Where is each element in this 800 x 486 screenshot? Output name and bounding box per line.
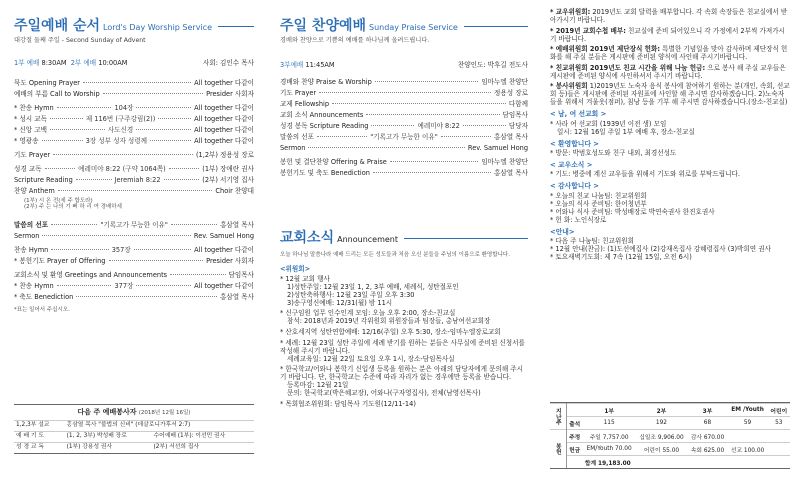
order-row bbox=[14, 176, 254, 187]
order-row bbox=[14, 79, 254, 90]
order-item-leader: 담당자 bbox=[508, 121, 528, 130]
order-row bbox=[14, 271, 254, 282]
order-item-label: 교회소식 및 환영 Greetings and Announcements bbox=[14, 271, 168, 280]
order-item-detail: Jeremiah 8:22 bbox=[114, 175, 161, 184]
list-item: * 교우위원회: 2019년도 교회 달력을 배부합니다. 각 속회 속장들은 친교실에서 받아가시기 바랍니다. bbox=[550, 8, 788, 25]
order-item-leader: All together 다같이 bbox=[194, 114, 255, 123]
order-item-label: 말씀의 선포 bbox=[14, 221, 49, 230]
group-title: < 환영합니다 > bbox=[550, 139, 599, 148]
order-item-label: 봉헌 및 결단찬양 Offering & Praise bbox=[280, 157, 387, 166]
order-item-detail: 제 116번 (구주강림(2)) bbox=[85, 114, 156, 123]
order-row bbox=[14, 293, 254, 304]
order-item-detail: 사도신경 bbox=[107, 125, 134, 134]
order-item-leader: 임마누엘 찬양단 bbox=[481, 157, 528, 166]
order-item-label: 기도 Prayer bbox=[280, 88, 317, 97]
group-line: * 다음 주 나눔팀: 친교위원회 bbox=[550, 237, 634, 245]
table-row: 1,2,3부 설교 홍삼열 목사 "불법의 신비" (데살로니가후서 2:7) bbox=[14, 420, 254, 431]
praise-title: 주일 찬양예배 Sunday Praise Service bbox=[280, 18, 528, 35]
worship-order-list-2 bbox=[14, 221, 254, 304]
order-row bbox=[280, 78, 528, 89]
order-item-leader: (2부) 서기영 집사 bbox=[202, 175, 254, 184]
order-item-label: 찬양 Anthem bbox=[14, 186, 55, 195]
order-item-leader: All together 다같이 bbox=[194, 282, 255, 291]
group-line: * 토요새벽기도회: 제 7속 (12월 15일, 오전 6시) bbox=[550, 253, 692, 262]
praise-time: 3부예배 11:45AM 찬양인도: 박후길 전도사 bbox=[280, 60, 528, 69]
order-row bbox=[14, 282, 254, 293]
group-line: * 헌 화: 노인식장로 bbox=[550, 215, 607, 224]
order-item-leader: Presider 사회자 bbox=[206, 89, 254, 98]
order-row bbox=[14, 90, 254, 101]
list-item: * 목회협조위원회: 담임목사 기도원(12/11-14) bbox=[280, 399, 416, 408]
order-item-label: 말씀의 선포 bbox=[280, 132, 314, 141]
order-item-leader: (1부) 장애란 권사 bbox=[202, 164, 254, 173]
order-item-label: 성경 교독 bbox=[14, 164, 42, 173]
order-item-leader: 담임목사 bbox=[228, 271, 254, 280]
order-item-leader: Presider 사회자 bbox=[206, 257, 254, 266]
order-item-leader: Choir 찬양대 bbox=[215, 186, 254, 195]
group-title: < 남, 여 선교회 > bbox=[550, 110, 607, 119]
order-item-leader: 담임목사 bbox=[502, 110, 528, 119]
anthem-note-1: (1부) 시 온 전(세 주 합도라) bbox=[24, 197, 93, 204]
list-item: * 봉사위원회 1)2019년도 노숙자 음식 봉사에 참여하기 원하는 분(개인, 속회, 선교회 등)들은 게시판에 준비된 자원표에 사인할 해 주시면 감사하겠습니다. 2)노숙자들을 위해서 겨울옷(점퍼), 침낭 등을 기부 해 주시면 감사하겠습니다.(장소-친교실) bbox=[550, 82, 790, 107]
group-line: * 오늘의 친교 나눔팀: 친교위원회 bbox=[550, 191, 647, 200]
order-row bbox=[14, 257, 254, 268]
order-item-label: * 축도 Benediction bbox=[14, 293, 74, 302]
order-row bbox=[14, 115, 254, 126]
order-item-leader: 정용성 장로 bbox=[494, 88, 528, 97]
order-item-leader: 홍삼열 목사 bbox=[494, 132, 528, 141]
notice-groups bbox=[550, 110, 790, 261]
order-row bbox=[14, 187, 254, 198]
order-item-label: Scripture Reading bbox=[14, 175, 73, 184]
order-item-detail: 377장 bbox=[114, 282, 134, 291]
table-row: 성 경 교 독 (1부) 강용성 권사 (2부) 서선희 집사 bbox=[14, 442, 254, 453]
order-item-leader: All together 다같이 bbox=[194, 78, 254, 87]
order-item-detail: 3장 성부 성자 성령께 bbox=[85, 136, 148, 145]
anthem-note-2: (2부) 주 는 나의 기 뻐 하 리 여 경배하세 bbox=[24, 204, 122, 211]
list-item: * 산호세지역 성탄연합예배: 12/16(주일) 오후 5:30, 장소-임마누엘장로교회 bbox=[280, 328, 501, 336]
list-item: * 12월 교회 행사 1)성탄주일: 12월 23일 1, 2, 3부 예배, 세례식, 성탄절포인 2)성탄축하행사: 12월 23일 주일 오후 3:30 3)송구영신예배: 12/31(월) 밤 11시 bbox=[280, 274, 459, 307]
order-item-detail: 예레미야 8:22 bbox=[417, 121, 460, 130]
order-item-detail: 104장 bbox=[114, 103, 134, 112]
group-line: * 기도: 병중에 계신 교우들을 위해서 기도와 위로를 부탁드립니다. bbox=[550, 170, 740, 179]
worship-title: 주일예배 순서 Lord's Day Worship Service bbox=[14, 18, 254, 35]
order-item-label: * 영광송 bbox=[14, 136, 39, 145]
order-row bbox=[14, 126, 254, 137]
order-item-label: Sermon bbox=[14, 232, 40, 241]
table-row: 합계 19,183.00 bbox=[550, 456, 790, 469]
order-item-leader: All together 다같이 bbox=[194, 125, 255, 134]
worship-order-column bbox=[14, 0, 254, 486]
group-title: <안내> bbox=[550, 227, 575, 236]
order-row bbox=[280, 144, 528, 155]
order-row bbox=[280, 133, 528, 144]
notice-items bbox=[550, 8, 790, 106]
table-row: 지난주 1부 2부 3부 EM /Youth 어린이 bbox=[550, 404, 790, 417]
order-item-label: * 봉헌기도 Prayer of Offering bbox=[14, 257, 106, 266]
order-item-leader: 다함께 bbox=[508, 99, 528, 108]
order-row bbox=[280, 111, 528, 122]
order-row bbox=[280, 158, 528, 169]
table-row: 예 배 기 도 (1, 2, 3부) 박성배 장로 수어예배 (1부): 이선민 권사 bbox=[14, 431, 254, 442]
order-item-leader: All together 다같이 bbox=[194, 103, 255, 112]
next-week-servants: 다음 주 예배봉사자 (2018년 12월 16일) 1,2,3부 설교 홍삼열 목사 "불법의 신비" (데살로니가후서 2:7) 예 배 기 도 (1, 2, 3부) 박성배 장로 수어예배 (1부): 이선민 권사 성 경 교 독 (1부) 강용성 권사 (2부) 서선희 집사 bbox=[14, 404, 254, 454]
order-item-label: 교회 소식 Announcements bbox=[280, 110, 364, 119]
order-row bbox=[14, 232, 254, 243]
order-item-leader: (1,2부) 정용성 장로 bbox=[195, 150, 254, 159]
order-item-leader: 홍삼열 목사 bbox=[220, 293, 254, 302]
news-intro: 오늘 하나님 말씀나라 예배 드리는 모든 성도들과 처음 오신 분들을 주님의 이름으로 환영합니다. bbox=[280, 252, 510, 259]
order-item-detail: 예레미야 8:22 (구약 1064쪽) bbox=[78, 164, 166, 173]
table-row: 봉헌 주정 주일 7,757.00 십일조 9,906.00 감사 670.00 bbox=[550, 430, 790, 443]
order-item-label: * 성시 교독 bbox=[14, 114, 47, 123]
order-row bbox=[14, 151, 254, 162]
order-item-leader: 홍삼열 목사 bbox=[220, 221, 255, 230]
table-row: 출석 115 192 68 59 53 bbox=[550, 417, 790, 430]
news-items bbox=[280, 275, 528, 408]
list-item: * 세례: 12월 23일 성탄 주일에 세례 받기를 원하는 분들은 사무실에 준비된 신청서를 작성해 주시기 바랍니다. 세례교육일: 12월 22일 토요일 오후 1시, 장소-담임목사실 bbox=[280, 338, 525, 363]
group-title: < 감사합니다 > bbox=[550, 182, 599, 191]
order-item-label: 예배의 부름 Call to Worship bbox=[14, 89, 100, 98]
order-row bbox=[14, 104, 254, 115]
table-row: 헌금 EM/Youth 70.00 어린이 55.00 속회 625.00 선교 100.00 bbox=[550, 443, 790, 456]
list-item: * 예배위원회 2019년 제단장식 헌화: 특별한 기념일을 맞아 감사하며 제단장식 헌화를 해 주실 분들은 게시판에 준비된 양식에 사인해 주시기바랍니다. bbox=[550, 45, 788, 62]
announcements-section: 교회소식 Announcement 오늘 하나님 말씀나라 예배 드리는 모든 성도들과 처음 오신 분들을 주님의 이름으로 환영합니다. <위원회> * 12월 교회 행사 1)성탄주일: 12월 23일 1, 2, 3부 예배, 세례식, 성탄절포인 2)성탄축하행사: 12월 23일 주일 오후 3:30 3)송구영신예배: 12/31(월) 밤 11시 * 신구임원 업무 인수인계 모임: 오늘 오후 2:00, 장소-친교실 참석: 2018년과 2019년 각위원회 위원장들과 팀장들, 총남여선교회장 * 산호세지역 성탄연합예배: 12/16(주일) 오후 5:30, 장소-임마누엘장로교회 * 세례: 12월 23일 성탄 주일에 세례 받기를 원하는 분들은 사무실에 준비된 신청서를 작성해 주시기 바랍니다. 세례교육일: 12월 22일 토요일 오후 1시, 장소-담임목사실 * 한국학교/어와나 봄학기 신입생 등록을 원하는 분은 아래의 담당자에게 문의해 주시기 바랍니다. 단, 한국학교는 수준에 따라 자리가 없는 경우에만 등록을 받습니다. 등록마감: 12월 21일 문의: 한국학교(박은혜교장), 어와나(구자영집사), 전체(남영선목사) * 목회협조위원회: 담임목사 기도원(12/11-14) bbox=[280, 230, 528, 410]
group-line: * 사라 여 선교회 (1939년 이전 생) 모임 bbox=[550, 119, 667, 128]
order-item-label: 묵도 Opening Prayer bbox=[14, 78, 81, 87]
order-item-detail: "기록고가 무능한 이유" bbox=[100, 221, 168, 230]
list-item: * 신구임원 업무 인수인계 모임: 오늘 오후 2:00, 장소-친교실 참석: 2018년과 2019년 각위원회 위원장들과 팀장들, 총남여선교회장 bbox=[280, 309, 491, 326]
praise-subtitle: 경배와 찬양으로 기쁨의 예배를 하나님께 올려드립니다. bbox=[280, 37, 430, 45]
group-title: < 교우소식 > bbox=[550, 161, 593, 169]
service-times: 1부 예배 8:30AM 2부 예배 10:00AM 사회: 김인수 목사 bbox=[14, 58, 254, 67]
order-row bbox=[14, 221, 254, 232]
order-item-leader: 홍삼열 목사 bbox=[494, 168, 528, 177]
order-item-leader: Rev. Samuel Hong bbox=[467, 143, 528, 152]
order-item-leader: All together 다같이 bbox=[194, 136, 254, 145]
order-row bbox=[280, 89, 528, 100]
group-line: * 방문: 박범호성도와 친구 내외, 최경선성도 bbox=[550, 148, 677, 157]
order-item-label: 경배와 찬양 Praise & Worship bbox=[280, 77, 372, 86]
list-item: * 한국학교/어와나 봄학기 신입생 등록을 원하는 분은 아래의 담당자에게 문의해 주시기 바랍니다. 단, 한국학교는 수준에 따라 자리가 없는 경우에만 등록을 받습니다. 등록마감: 12월 21일 문의: 한국학교(박은혜교장), 어와나(구자영집사), 전체(남영선목사) bbox=[280, 365, 524, 398]
attendance-offering-table bbox=[550, 402, 790, 469]
standing-note: *표는 일어서 주십시오. bbox=[14, 307, 70, 314]
group-line: * 어와나 식사 준비팀: 박성배장로 박연숙권사 한진호권사 bbox=[550, 207, 715, 216]
worship-subtitle: 대강절 둘째 주일 - Second Sunday of Advent bbox=[14, 37, 146, 45]
order-item-label: * 찬송 Hymn bbox=[14, 103, 54, 112]
order-row bbox=[14, 165, 254, 176]
group-line: 일시: 12월 16일 주일 1부 예배 후, 장소-친교실 bbox=[557, 127, 695, 136]
order-row bbox=[280, 169, 528, 180]
praise-service-column bbox=[280, 0, 528, 486]
order-row bbox=[14, 137, 254, 148]
order-item-label: Sermon bbox=[280, 143, 306, 152]
order-item-label: 성경 봉독 Scripture Reading bbox=[280, 121, 369, 130]
order-item-label: 기도 Prayer bbox=[14, 150, 51, 159]
order-item-leader: All together 다같이 bbox=[194, 246, 254, 255]
order-row bbox=[280, 122, 528, 133]
order-row bbox=[14, 246, 254, 257]
order-item-label: 교제 Fellowship bbox=[280, 99, 330, 108]
order-item-leader: Rev. Samuel Hong bbox=[193, 232, 254, 241]
worship-order-list bbox=[14, 79, 254, 198]
order-item-label: * 찬송 Hymn bbox=[14, 282, 54, 291]
praise-order-list bbox=[280, 78, 528, 180]
order-item-label: 찬송 Hymn bbox=[14, 246, 49, 255]
list-item: * 친교위원회 2019년도 친교 시간을 위해 나눔 헌금: 으로 봉사 해 주실 교우들은 게시판에 준비된 양식에 사인하셔서 주시기 바랍니다. bbox=[550, 63, 786, 80]
order-item-label: 봉헌기도 및 축도 Benediction bbox=[280, 168, 370, 177]
order-row bbox=[280, 100, 528, 111]
list-item: * 2019년 교회수첩 배부: 친교실에 준비 되어있으니 각 가정에서 2부씩 가져가시기 바랍니다. bbox=[550, 26, 785, 43]
order-item-detail: "기록고가 무능한 이유" bbox=[370, 132, 438, 141]
order-item-detail: 357장 bbox=[111, 246, 131, 255]
committee-heading: <위원회> bbox=[280, 264, 311, 273]
group-line: * 오늘의 식사 준비팀: 한어청년부 bbox=[550, 199, 647, 208]
order-item-label: * 신앙 고백 bbox=[14, 125, 47, 134]
group-line: * 12월 안내(찬금): (1)도선예집사 (2)강재옥집사 강혜령집사 (3)박희연 권사 bbox=[550, 245, 771, 254]
order-item-leader: 임마누엘 찬양단 bbox=[481, 77, 528, 86]
